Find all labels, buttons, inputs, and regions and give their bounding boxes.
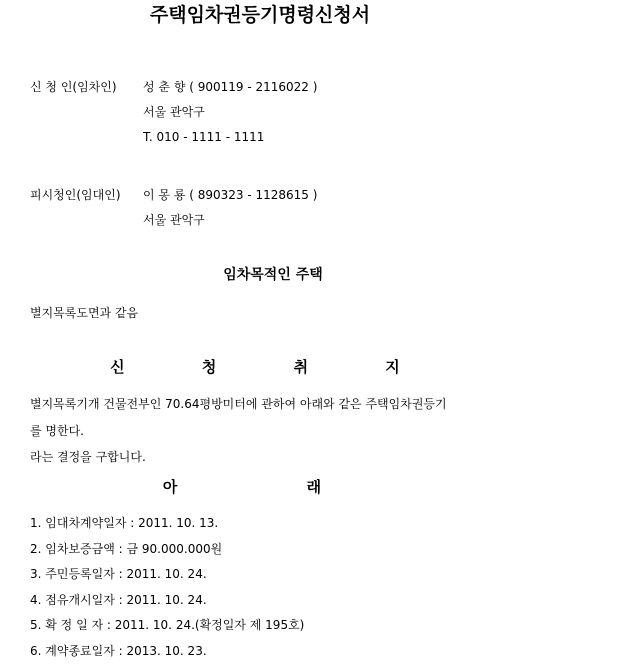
property-heading: 임차목적인 주택 [223, 267, 323, 283]
list-item: 3. 주민등록일자 : 2011. 10. 24. [30, 567, 207, 581]
purpose-line-1: 별지목록기개 건물전부인 70.64평방미터에 관하여 아래와 같은 주택임차권등기 [30, 397, 447, 411]
purpose-line-2: 를 명한다. [30, 424, 84, 438]
purpose-line-3: 라는 결정을 구합니다. [30, 450, 146, 464]
document-title: 주택임차권등기명령신청서 [149, 4, 371, 26]
purpose-heading-wrap [0, 360, 546, 375]
list-item: 6. 계약종료일자 : 2013. 10. 23. [30, 644, 207, 658]
list-item: 5. 확 정 일 자 : 2011. 10. 24.(확정일자 제 195호) [30, 618, 305, 632]
respondent-name-line: 이 몽 룡 ( 890323 - 1128615 ) [143, 188, 318, 202]
list-item: 1. 임대차계약일자 : 2011. 10. 13. [30, 516, 219, 530]
list-item: 2. 임차보증금액 : 금 90.000.000원 [30, 542, 223, 556]
respondent-label: 피시청인(임대인) [30, 188, 121, 202]
respondent-address: 서울 관악구 [143, 213, 205, 227]
below-heading: 아 래 [162, 478, 384, 496]
applicant-label: 신 청 인(임차인) [30, 80, 117, 94]
below-heading-wrap [0, 480, 546, 495]
applicant-address: 서울 관악구 [143, 105, 205, 119]
applicant-name-line: 성 춘 향 ( 900119 - 2116022 ) [143, 80, 318, 94]
list-item: 4. 점유개시일자 : 2011. 10. 24. [30, 593, 207, 607]
property-text: 별지목록도면과 같음 [30, 306, 139, 320]
purpose-heading: 신 청 취 지 [110, 358, 436, 376]
applicant-phone: T. 010 - 1111 - 1111 [143, 130, 265, 144]
